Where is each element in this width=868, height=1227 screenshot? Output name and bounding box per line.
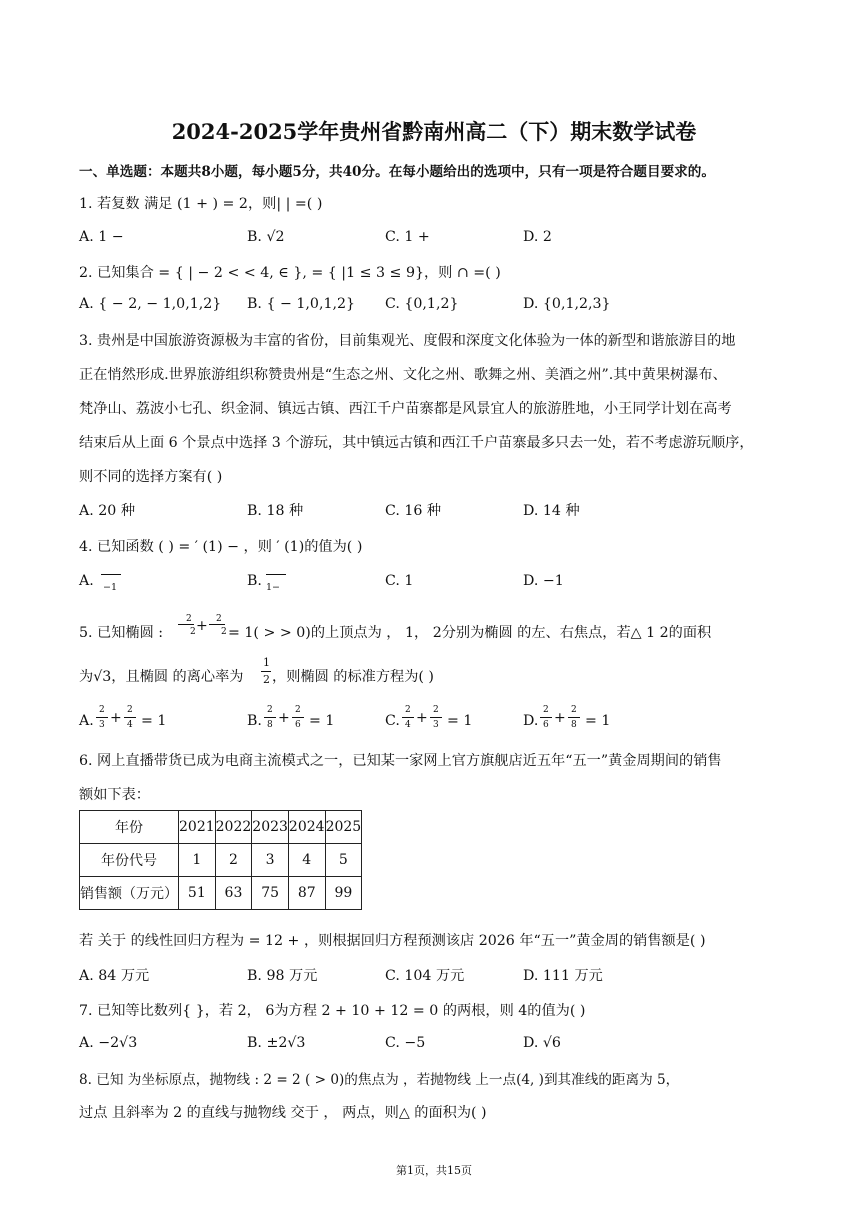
table-cell: 销售额（万元） bbox=[80, 877, 179, 910]
q5-d-bar2 bbox=[568, 717, 580, 718]
table-cell: 2023 bbox=[252, 811, 289, 844]
q5-a-num1: 2 bbox=[99, 705, 105, 715]
q7-option-c: C. −5 bbox=[385, 1035, 426, 1051]
q5-option-b-label: B. bbox=[247, 713, 262, 729]
table-cell: 75 bbox=[252, 877, 289, 910]
q6-option-c: C. 104 万元 bbox=[385, 968, 465, 984]
q5-a-rhs: = 1 bbox=[141, 713, 167, 729]
q3-option-c: C. 16 种 bbox=[385, 503, 442, 519]
table-cell: 87 bbox=[288, 877, 325, 910]
q5-b-bar2 bbox=[292, 717, 304, 718]
q5-d-den1: 6 bbox=[543, 720, 549, 730]
q5-c-bar1 bbox=[402, 717, 414, 718]
q7-option-d: D. √6 bbox=[523, 1035, 561, 1051]
q5-b-rhs: = 1 bbox=[309, 713, 335, 729]
table-cell: 年份 bbox=[80, 811, 179, 844]
q4-option-b-denominator: 1− bbox=[266, 582, 281, 593]
q5-c-den1: 4 bbox=[405, 720, 411, 730]
table-cell: 1 bbox=[179, 844, 216, 877]
q1-option-c: C. 1 + bbox=[385, 229, 430, 245]
q4-option-a-fraction-bar bbox=[101, 574, 121, 575]
q5-ellipse-bar1 bbox=[178, 624, 194, 625]
q5-option-c bbox=[385, 705, 515, 735]
q5-option-a bbox=[79, 705, 229, 735]
q5-b-num2: 2 bbox=[295, 705, 301, 715]
table-cell: 年份代号 bbox=[80, 844, 179, 877]
q5-ellipse-exp2: 2 bbox=[190, 627, 196, 637]
table-cell: 2 bbox=[215, 844, 252, 877]
q5-ellipse-exp1: 2 bbox=[186, 614, 192, 624]
q5-ellipse-bar2 bbox=[209, 624, 225, 625]
table-cell: 4 bbox=[288, 844, 325, 877]
q2-option-d: D. {0,1,2,3} bbox=[523, 296, 611, 312]
question-3-line-3: 梵净山、荔波小七孔、织金洞、镇远古镇、西江千户苗寨都是风景宜人的旅游胜地，小王同学计划在高考 bbox=[79, 401, 732, 417]
q5-d-plus: + bbox=[554, 710, 566, 726]
q5-half-bar bbox=[261, 671, 271, 672]
q5-ellipse-exp4: 2 bbox=[221, 627, 227, 637]
q5-c-num1: 2 bbox=[405, 705, 411, 715]
question-5-intro: 5. 已知椭圆 : bbox=[79, 625, 164, 641]
sales-table bbox=[79, 810, 362, 910]
q5-a-den2: 4 bbox=[127, 720, 133, 730]
q2-option-c: C. {0,1,2} bbox=[385, 296, 459, 312]
q5-option-d bbox=[523, 705, 653, 735]
q7-option-a: A. −2√3 bbox=[79, 1035, 138, 1051]
question-5-line-2b: ，则椭圆 的标准方程为( ) bbox=[272, 669, 434, 685]
q5-ellipse-exp3: 2 bbox=[216, 614, 222, 624]
question-6-line-2: 额如下表： bbox=[79, 787, 150, 803]
page-title: 2024-2025学年贵州省黔南州高二（下）期末数学试卷 bbox=[171, 119, 697, 144]
question-6-line-1: 6. 网上直播带货已成为电商主流模式之一，已知某一家网上官方旗舰店近五年“五一”黄金周期间的销售 bbox=[79, 753, 722, 769]
q4-option-d: D. −1 bbox=[523, 573, 564, 589]
table-cell: 3 bbox=[252, 844, 289, 877]
q6-option-a: A. 84 万元 bbox=[79, 968, 150, 984]
question-4-stem: 4. 已知函数 ( ) = ′ (1) − ，则 ′ (1)的值为( ) bbox=[79, 539, 363, 555]
q5-c-den2: 3 bbox=[433, 720, 439, 730]
q5-b-bar1 bbox=[264, 717, 276, 718]
q5-d-num1: 2 bbox=[543, 705, 549, 715]
q5-option-a-label: A. bbox=[79, 713, 94, 729]
q5-a-num2: 2 bbox=[127, 705, 133, 715]
q5-b-den1: 8 bbox=[267, 720, 273, 730]
page-footer: 第1页，共15页 bbox=[396, 1164, 472, 1177]
question-5-condition: = 1( > > 0)的上顶点为 ， 1， 2分别为椭圆 的左、右焦点，若△ 1 2的面积 bbox=[228, 625, 712, 641]
q5-b-plus: + bbox=[278, 710, 290, 726]
q5-half-numerator: 1 bbox=[263, 656, 270, 669]
q4-option-b: B. bbox=[247, 573, 262, 589]
q5-half-denominator: 2 bbox=[263, 673, 270, 686]
q5-c-plus: + bbox=[416, 710, 428, 726]
q4-option-c: C. 1 bbox=[385, 573, 414, 589]
q2-option-a: A. { − 2, − 1,0,1,2} bbox=[79, 296, 222, 312]
question-2-stem: 2. 已知集合 = { | − 2 < < 4, ∈ }, = { |1 ≤ 3 ≤ 9}，则 ∩ =( ) bbox=[79, 265, 501, 281]
q5-option-c-label: C. bbox=[385, 713, 400, 729]
q5-a-den1: 3 bbox=[99, 720, 105, 730]
q5-c-rhs: = 1 bbox=[447, 713, 473, 729]
table-cell: 5 bbox=[325, 844, 362, 877]
table-row bbox=[80, 844, 362, 877]
table-row bbox=[80, 811, 362, 844]
question-8-line-1: 8. 已知 为坐标原点，抛物线 : 2 = 2 ( > 0)的焦点为 ，若抛物线 上一点(4, )到其准线的距离为 5， bbox=[79, 1072, 680, 1088]
q5-a-bar2 bbox=[124, 717, 136, 718]
q4-option-b-fraction-bar bbox=[266, 574, 286, 575]
q5-b-den2: 6 bbox=[295, 720, 301, 730]
q1-option-d: D. 2 bbox=[523, 229, 552, 245]
table-cell: 99 bbox=[325, 877, 362, 910]
q1-option-a: A. 1 − bbox=[79, 229, 124, 245]
q5-a-plus: + bbox=[110, 710, 122, 726]
q4-option-a-denominator: −1 bbox=[103, 582, 118, 593]
q3-option-b: B. 18 种 bbox=[247, 503, 304, 519]
question-3-line-1: 3. 贵州是中国旅游资源极为丰富的省份，目前集观光、度假和深度文化体验为一体的新型和谐旅游目的地 bbox=[79, 333, 736, 349]
q6-option-d: D. 111 万元 bbox=[523, 968, 603, 984]
q5-d-den2: 8 bbox=[571, 720, 577, 730]
table-cell: 2024 bbox=[288, 811, 325, 844]
q5-d-num2: 2 bbox=[571, 705, 577, 715]
q5-option-b bbox=[247, 705, 377, 735]
q5-c-num2: 2 bbox=[433, 705, 439, 715]
table-cell: 2021 bbox=[179, 811, 216, 844]
q5-a-bar1 bbox=[96, 717, 108, 718]
table-row bbox=[80, 877, 362, 910]
question-3-line-4: 结束后从上面 6 个景点中选择 3 个游玩，其中镇远古镇和西江千户苗寨最多只去一处，若不考虑游玩顺序， bbox=[79, 435, 754, 451]
question-3-line-2: 正在悄然形成.世界旅游组织称赞贵州是“生态之州、文化之州、歌舞之州、美酒之州”.其中黄果树瀑布、 bbox=[79, 367, 727, 383]
q5-d-rhs: = 1 bbox=[585, 713, 611, 729]
section-heading: 一、单选题：本题共8小题，每小题5分，共40分。在每小题给出的选项中，只有一项是符合题目要求的。 bbox=[79, 164, 715, 180]
q1-option-b: B. √2 bbox=[247, 229, 285, 245]
table-cell: 51 bbox=[179, 877, 216, 910]
q5-b-num1: 2 bbox=[267, 705, 273, 715]
q2-option-b: B. { − 1,0,1,2} bbox=[247, 296, 356, 312]
question-3-line-5: 则不同的选择方案有( ) bbox=[79, 469, 223, 485]
q5-d-bar1 bbox=[540, 717, 552, 718]
q5-c-bar2 bbox=[430, 717, 442, 718]
table-cell: 2022 bbox=[215, 811, 252, 844]
q7-option-b: B. ±2√3 bbox=[247, 1035, 306, 1051]
question-5-line-2a: 为√3，且椭圆 的离心率为 bbox=[79, 669, 244, 685]
q5-ellipse-plus: + bbox=[196, 618, 208, 634]
table-cell: 2025 bbox=[325, 811, 362, 844]
q6-option-b: B. 98 万元 bbox=[247, 968, 318, 984]
question-6-regression: 若 关于 的线性回归方程为 = 12 + ，则根据回归方程预测该店 2026 年“五一”黄金周的销售额是( ) bbox=[79, 933, 706, 949]
question-8-line-2: 过点 且斜率为 2 的直线与抛物线 交于 ， 两点，则△ 的面积为( ) bbox=[79, 1105, 487, 1121]
q5-option-d-label: D. bbox=[523, 713, 539, 729]
q4-option-a: A. bbox=[79, 573, 94, 589]
question-7-stem: 7. 已知等比数列{ }，若 2， 6为方程 2 + 10 + 12 = 0 的两根，则 4的值为( ) bbox=[79, 1003, 586, 1019]
q3-option-d: D. 14 种 bbox=[523, 503, 580, 519]
question-1-stem: 1. 若复数 满足 (1 + ) = 2，则| | =( ) bbox=[79, 196, 323, 212]
table-cell: 63 bbox=[215, 877, 252, 910]
q3-option-a: A. 20 种 bbox=[79, 503, 136, 519]
